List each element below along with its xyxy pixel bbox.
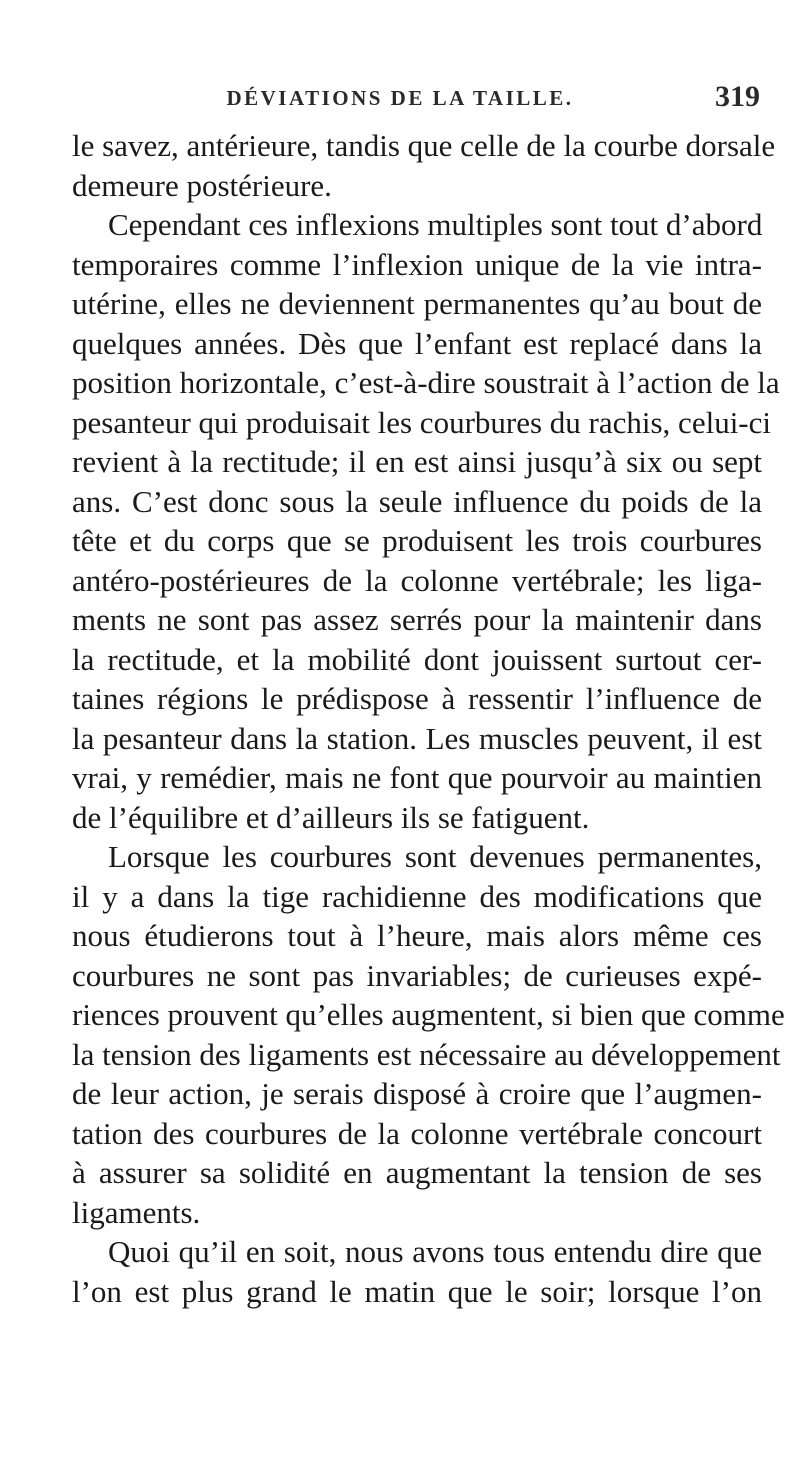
text-line: vrai, y remédier, mais ne font que pourvoir au maintien bbox=[72, 760, 762, 795]
text-line: ans. C’est donc sous la seule influence du poids de la bbox=[72, 483, 762, 519]
text-line: tête et du corps que se produisent les trois courbures bbox=[72, 523, 762, 558]
text-line: pesanteur qui produisait les courbures du rachis, celui-ci bbox=[72, 404, 771, 440]
text-line: antéro-postérieures de la colonne vertébrale; les liga- bbox=[72, 562, 762, 598]
text-line: position horizontale, c’est-à-dire soustrait à l’action de la bbox=[72, 365, 780, 400]
text-line: temporaires comme l’inflexion unique de la vie intra- bbox=[72, 246, 762, 282]
text-line: tation des courbures de la colonne vertébrale concourt bbox=[72, 1115, 762, 1151]
running-head: DÉVIATIONS DE LA TAILLE. bbox=[226, 86, 574, 110]
text-line: ments ne sont pas assez serrés pour la maintenir dans bbox=[72, 602, 762, 637]
text-line: la rectitude, et la mobilité dont jouissent surtout cer- bbox=[72, 641, 762, 677]
text-line: il y a dans la tige rachidienne des modifications que bbox=[72, 878, 762, 914]
text-line: l’on est plus grand le matin que le soir; lorsque l’on bbox=[72, 1273, 762, 1309]
text-line: Lorsque les courbures sont devenues permanentes, bbox=[108, 839, 762, 874]
text-line: utérine, elles ne deviennent permanentes qu’au bout de bbox=[72, 286, 762, 321]
text-line: revient à la rectitude; il en est ainsi jusqu’à six ou sept bbox=[72, 444, 762, 479]
body-text bbox=[72, 126, 785, 1311]
text-line: riences prouvent qu’elles augmentent, si bien que comme bbox=[72, 997, 785, 1032]
text-line: la pesanteur dans la station. Les muscles peuvent, il est bbox=[72, 720, 762, 756]
page-number: 319 bbox=[715, 80, 760, 113]
text-line: taines régions le prédispose à ressentir l’influence de bbox=[72, 681, 762, 716]
text-line: le savez, antérieure, tandis que celle de la courbe dorsale bbox=[72, 128, 776, 163]
text-line: de l’équilibre et d’ailleurs ils se fatiguent. bbox=[72, 799, 590, 835]
text-line: demeure postérieure. bbox=[72, 167, 332, 203]
text-line: à assurer sa solidité en augmentant la tension de ses bbox=[72, 1155, 762, 1190]
text-line: de leur action, je serais disposé à croire que l’augmen- bbox=[72, 1076, 762, 1111]
text-line: Cependant ces inflexions multiples sont tout d’abord bbox=[108, 207, 763, 242]
text-line: courbures ne sont pas invariables; de curieuses expé- bbox=[72, 957, 762, 993]
text-line: Quoi qu’il en soit, nous avons tous entendu dire que bbox=[108, 1234, 762, 1269]
text-line: la tension des ligaments est nécessaire au développement bbox=[72, 1036, 781, 1072]
text-line: quelques années. Dès que l’enfant est replacé dans la bbox=[72, 325, 762, 361]
text-line: nous étudierons tout à l’heure, mais alors même ces bbox=[72, 918, 762, 953]
text-line: ligaments. bbox=[72, 1194, 201, 1230]
